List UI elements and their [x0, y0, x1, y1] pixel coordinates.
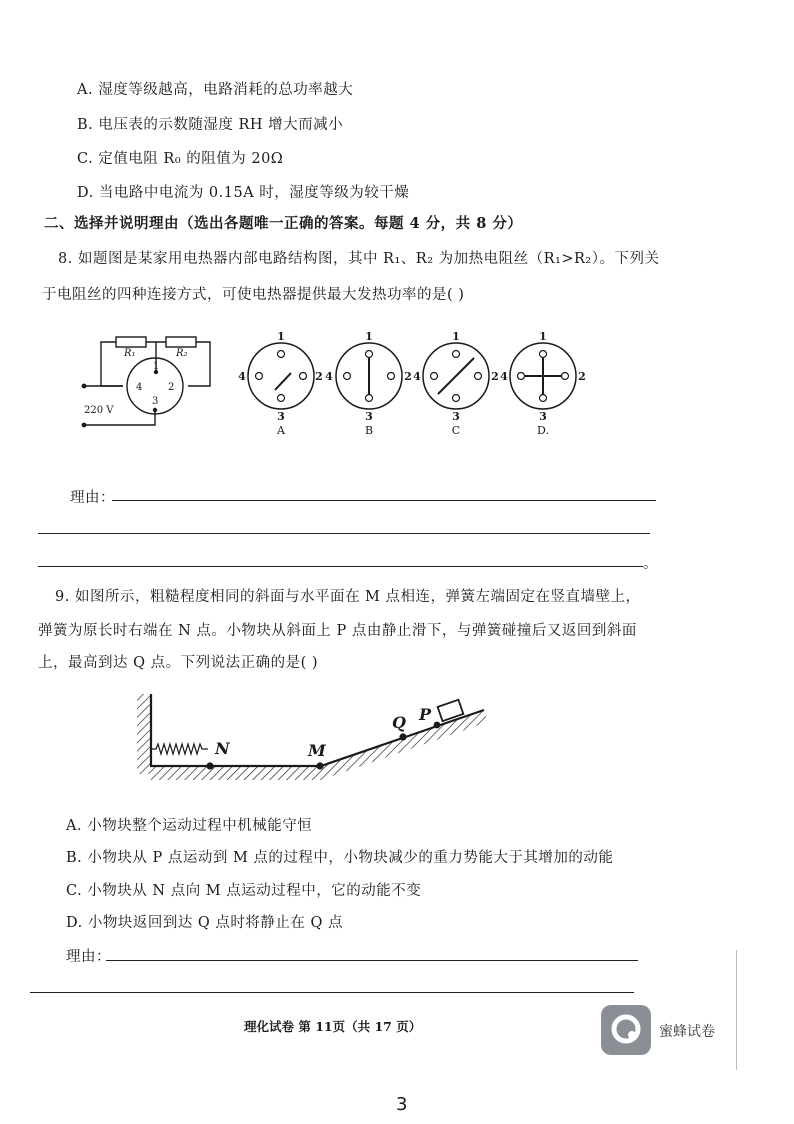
q9-reason-line-2[interactable]	[30, 992, 634, 993]
a-t3: 3	[277, 410, 285, 423]
b-t4: 4	[325, 370, 333, 383]
a-t1: 1	[277, 330, 285, 343]
voltage-label: 220 V	[84, 405, 114, 416]
c-t4: 4	[413, 370, 421, 383]
q7-option-c: C. 定值电阻 R₀ 的阻值为 20Ω	[77, 151, 284, 167]
q9-stem-line1: 9. 如图所示，粗糙程度相同的斜面与水平面在 M 点相连，弹簧左端固定在竖直墙壁上，	[55, 589, 641, 605]
q8-stem-line1: 8. 如题图是某家用电热器内部电路结构图，其中 R₁、R₂ 为加热电阻丝（R₁>R₂）。下列关	[58, 251, 660, 267]
q9-stem-line2: 弹簧为原长时右端在 N 点。小物块从斜面上 P 点由静止滑下，与弹簧碰撞后又返回到斜面	[38, 623, 637, 639]
q8-option-c-dial	[423, 343, 489, 409]
label-m: M	[308, 741, 326, 760]
a-t4: 4	[238, 370, 246, 383]
r1-label: R₁	[124, 348, 136, 359]
label-n: N	[215, 739, 230, 758]
q8-circuit-diagram	[76, 328, 586, 438]
q9-reason-label: 理由：	[66, 949, 111, 965]
b-t1: 1	[365, 330, 373, 343]
c-t2: 2	[491, 370, 499, 383]
point-q	[399, 733, 406, 740]
b-t3: 3	[365, 410, 373, 423]
terminal-2-label: 2	[168, 382, 175, 393]
resistor-r2	[166, 337, 196, 347]
d-t1: 1	[539, 330, 547, 343]
label-p: P	[419, 705, 432, 724]
option-a-label: A	[277, 424, 285, 437]
q7-option-b: B. 电压表的示数随湿度 RH 增大而减小	[77, 117, 344, 133]
q7-option-d: D. 当电路中电流为 0.15A 时，湿度等级为较干燥	[77, 185, 410, 201]
brand-logo-icon	[601, 1005, 651, 1055]
resistor-r1	[116, 337, 146, 347]
d-t4: 4	[500, 370, 508, 383]
scan-mark	[736, 950, 737, 1070]
q7-option-a: A. 湿度等级越高，电路消耗的总功率越大	[77, 82, 354, 98]
q8-reason-line-1[interactable]	[112, 500, 656, 501]
q8-end-mark: 。	[643, 556, 658, 572]
spring	[151, 744, 208, 754]
terminal-3-label: 3	[152, 396, 159, 407]
q8-reason-line-3[interactable]	[38, 566, 643, 567]
q9-option-d: D. 小物块返回到达 Q 点时将静止在 Q 点	[66, 915, 344, 931]
q9-option-c: C. 小物块从 N 点向 M 点运动过程中，它的动能不变	[66, 883, 422, 899]
terminal-4-label: 4	[136, 382, 143, 393]
d-t3: 3	[539, 410, 547, 423]
c-t1: 1	[452, 330, 460, 343]
q8-stem-line2: 于电阻丝的四种连接方式，可使电热器提供最大发热功率的是( )	[42, 287, 465, 303]
q9-incline-figure	[132, 688, 492, 788]
r2-label: R₂	[176, 348, 188, 359]
q8-option-d-dial	[510, 343, 576, 409]
section-heading: 二、选择并说明理由（选出各题唯一正确的答案。每题 4 分，共 8 分）	[44, 215, 523, 232]
option-d-label: D.	[537, 424, 549, 437]
q8-reason-line-2[interactable]	[38, 533, 650, 534]
a-t2: 2	[315, 370, 323, 383]
q8-option-a-dial	[248, 343, 314, 409]
q9-stem-line3: 上，最高到达 Q 点。下列说法正确的是( )	[38, 655, 319, 671]
d-t2: 2	[578, 370, 586, 383]
label-q: Q	[392, 713, 406, 732]
q9-option-b: B. 小物块从 P 点运动到 M 点的过程中，小物块减少的重力势能大于其增加的动能	[66, 850, 614, 866]
page-number: 3	[396, 1094, 408, 1115]
c-t3: 3	[452, 410, 460, 423]
point-n	[206, 762, 213, 769]
q8-reason-label: 理由：	[70, 490, 115, 506]
q8-option-b-dial	[336, 343, 402, 409]
q9-reason-line-1[interactable]	[106, 960, 638, 961]
point-m	[316, 762, 323, 769]
point-p	[434, 722, 441, 729]
b-t2: 2	[404, 370, 412, 383]
brand-name: 蜜蜂试卷	[659, 1024, 715, 1040]
terminal-1-label: 1	[153, 361, 160, 372]
option-c-label: C	[451, 424, 461, 437]
page-footer: 理化试卷 第 11页（共 17 页）	[244, 1019, 422, 1034]
q9-option-a: A. 小物块整个运动过程中机械能守恒	[66, 818, 313, 834]
option-b-label: B	[364, 424, 374, 437]
